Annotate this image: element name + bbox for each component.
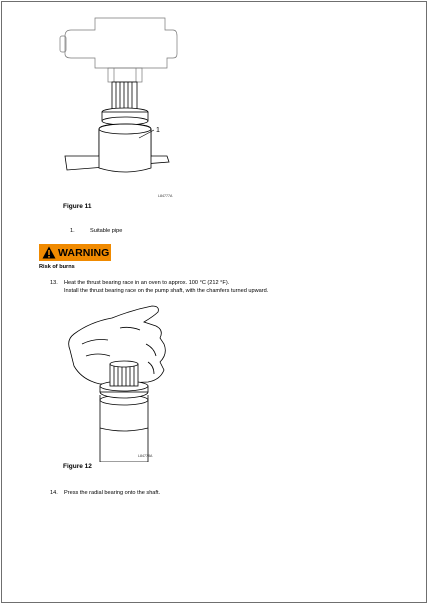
warning-triangle-icon [42,246,56,259]
figure-11-illustration [55,10,185,202]
figure-11-caption: Figure 11 [63,203,92,210]
legend-text: Suitable pipe [90,228,123,234]
figure-12-illustration [60,300,180,462]
step-13-line-1: Heat the thrust bearing race in an oven to approx. 100 °C (212 °F). [64,280,230,286]
step-14-number: 14. [50,490,58,496]
legend-number: 1. [70,228,75,234]
figure-11-code: L84777A [158,194,173,198]
step-14-text: Press the radial bearing onto the shaft. [64,490,161,496]
figure-12-code: L84778A [138,454,153,458]
step-13-number: 13. [50,280,58,286]
warning-badge [39,244,111,261]
step-13-line-2: Install the thrust bearing race on the pump shaft, with the chamfers turned upward. [64,288,269,294]
figure-11-callout: 1 [156,127,160,134]
warning-risk-text: Risk of burns [39,264,75,270]
warning-label: WARNING [58,246,110,259]
figure-12-caption: Figure 12 [63,463,92,470]
